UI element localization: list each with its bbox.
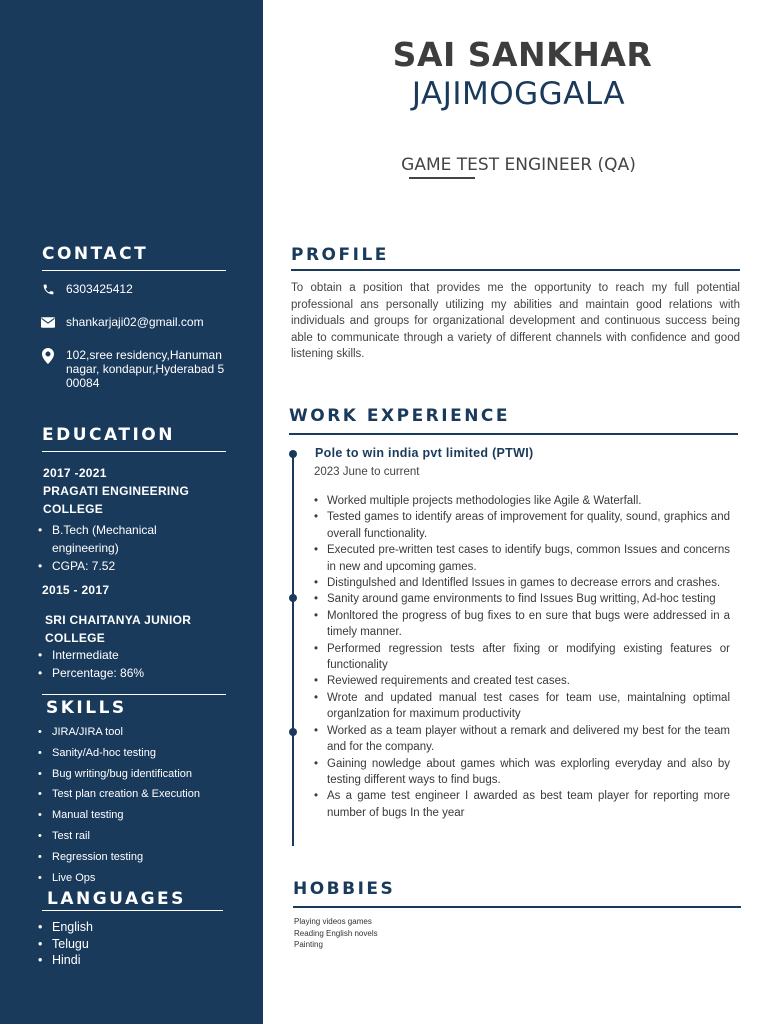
languages-heading: LANGUAGES [47,889,186,909]
hobbies-divider [293,906,741,908]
last-name: JAJIMOGGALA [411,76,626,112]
list-item: Painting [294,940,323,949]
list-item: Reading English novels [294,928,378,938]
list-item: • Manual testing [52,805,232,826]
list-item: • Intermediate [52,646,202,664]
list-item: • English [52,919,202,936]
work-duties [327,493,730,821]
list-item: • Sanity/Ad-hoc testing [52,743,232,764]
list-item: • JIRA/JIRA tool [52,722,232,743]
skills-divider [42,694,226,695]
education-details [52,646,202,682]
work-divider [289,433,738,435]
timeline-line [292,452,294,846]
contact-phone [40,282,133,296]
list-item: • Performed regression tests after fixing or modifying existing features or functionality [327,641,730,674]
skills-heading: SKILLS [46,698,127,718]
list-item: • Gaining nowledge about games which was explorling everyday and also by testing different ways to find bugs. [327,756,730,789]
mail-icon [40,315,56,329]
location-pin-icon [40,348,56,364]
contact-email [40,315,204,329]
list-item: • Worked as a team player without a remark and delivered my best for the team and for the company. [327,723,730,756]
list-item: • Reviewed requirements and created test cases. [327,673,730,689]
list-item: • Live Ops [52,868,232,889]
hobbies-list [294,916,378,951]
list-item: • Telugu [52,936,202,953]
profile-text: To obtain a position that provides me the opportunity to reach my full potential professional ans personally utilizing my abilities and maintain good relations with individuals and groups for organizational development and continuous success being able to communicate through a variety of different channels with confidence and good listening skills. [291,282,740,360]
education-heading: EDUCATION [42,425,175,445]
education-years: 2015 - 2017 [42,583,110,597]
list-item: • Worked multiple projects methodologies like Agile & Waterfall. [327,493,730,509]
list-item: • Hindi [52,952,202,969]
hobbies-heading: HOBBIES [293,879,396,899]
list-item: • As a game test engineer I awarded as best team player for reporting more number of bugs In the year [327,788,730,821]
list-item: • Percentage: 86% [52,664,202,682]
contact-heading: CONTACT [42,244,149,264]
contact-divider [42,270,226,271]
contact-address [40,348,226,390]
first-name: SAI SANKHAR [392,35,653,74]
list-item: • Wrote and updated manual test cases for team use, maintalning optimal organlzation for maximum productivity [327,690,730,723]
work-heading: WORK EXPERIENCE [289,406,511,426]
list-item: • CGPA: 7.52 [52,557,182,575]
skills-list [52,722,232,888]
list-item: • Executed pre-written test cases to identify bugs, common Issues and concerns in new and upcoming games. [327,542,730,575]
timeline-dot [289,728,297,736]
education-institution: PRAGATI ENGINEERING COLLEGE [43,484,190,516]
education-divider [42,451,226,452]
timeline-dot [289,594,297,602]
list-item: • Monltored the progress of bug fixes to en sure that bugs were addressed in a timely manner. [327,608,730,641]
list-item: • Regression testing [52,847,232,868]
company-name: Pole to win india pvt limited (PTWI) [315,446,534,460]
list-item: • Bug writing/bug identification [52,764,232,785]
title-underline [409,177,475,179]
languages-list [52,919,202,969]
email-address: shankarjaji02@gmail.com [66,315,204,329]
address-text: 102,sree residency,Hanuman nagar, kondapur,Hyderabad 500084 [66,348,225,390]
list-item: • Test rail [52,826,232,847]
employment-dates: 2023 June to current [314,466,420,478]
profile-heading: PROFILE [291,245,389,265]
sidebar [0,0,263,1024]
languages-divider [42,910,223,911]
education-details [52,521,182,575]
phone-number: 6303425412 [66,282,133,296]
education-institution: SRI CHAITANYA JUNIOR COLLEGE [45,613,192,645]
list-item: • Tested games to identify areas of improvement for quality, sound, graphics and overall functionality. [327,509,730,542]
job-title: GAME TEST ENGINEER (QA) [401,155,636,175]
profile-divider [291,269,740,271]
list-item: • Distingulshed and Identifled Issues in games to decrease errors and crashes. [327,575,730,591]
phone-icon [40,282,56,296]
timeline-dot [289,450,297,458]
education-years: 2017 -2021 [43,466,107,480]
list-item: Playing videos games [294,917,372,926]
list-item: • B.Tech (Mechanical engineering) [52,521,182,557]
list-item: • Sanity around game environments to find Issues Bug writting, Ad-hoc testing [327,591,730,607]
list-item: • Test plan creation & Execution [52,784,232,805]
